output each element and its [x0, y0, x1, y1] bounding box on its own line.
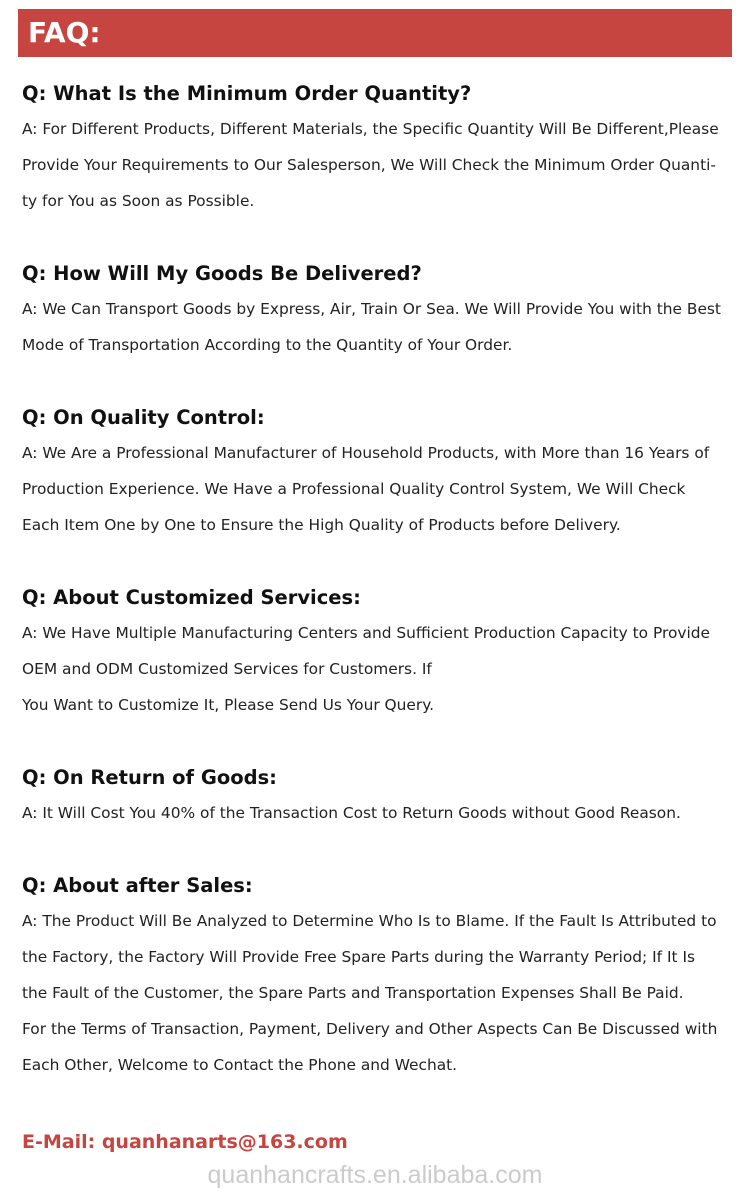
answer-line: For the Terms of Transaction, Payment, Delivery and Other Aspects Can Be Discussed with — [22, 1020, 718, 1038]
faq-question: Q: How Will My Goods Be Delivered? — [22, 262, 422, 285]
faq-item-after-sales — [22, 872, 722, 1083]
faq-item-customized-services — [22, 584, 722, 723]
answer-line: Mode of Transportation According to the Quantity of Your Order. — [22, 336, 513, 354]
faq-title: FAQ: — [28, 16, 101, 49]
answer-line: You Want to Customize It, Please Send Us Your Query. — [22, 696, 435, 714]
answer-line: Each Other, Welcome to Contact the Phone and Wechat. — [22, 1056, 458, 1074]
answer-line: A: It Will Cost You 40% of the Transaction Cost to Return Goods without Good Reason. — [22, 804, 681, 822]
faq-answer — [22, 615, 722, 723]
faq-item-return-of-goods — [22, 764, 722, 831]
faq-question: Q: What Is the Minimum Order Quantity? — [22, 82, 472, 105]
answer-line: A: For Different Products, Different Materials, the Specific Quantity Will Be Different,Please — [22, 120, 719, 138]
faq-answer — [22, 795, 722, 831]
faq-answer — [22, 903, 722, 1083]
answer-line: OEM and ODM Customized Services for Customers. If — [22, 660, 432, 678]
faq-item-quality-control — [22, 404, 722, 543]
faq-question: Q: On Quality Control: — [22, 406, 265, 429]
faq-answer — [22, 111, 722, 219]
answer-line: Provide Your Requirements to Our Salesperson, We Will Check the Minimum Order Quanti- — [22, 156, 716, 174]
faq-answer — [22, 291, 722, 363]
answer-line: Production Experience. We Have a Professional Quality Control System, We Will Check — [22, 480, 686, 498]
answer-line: the Factory, the Factory Will Provide Free Spare Parts during the Warranty Period; If It Is — [22, 948, 696, 966]
faq-question: Q: About after Sales: — [22, 874, 253, 897]
faq-question: Q: About Customized Services: — [22, 586, 361, 609]
watermark: quanhancrafts.en.alibaba.com — [207, 1161, 543, 1189]
answer-line: Each Item One by One to Ensure the High Quality of Products before Delivery. — [22, 516, 621, 534]
faq-answer — [22, 435, 722, 543]
answer-line: A: We Can Transport Goods by Express, Air, Train Or Sea. We Will Provide You with the Best — [22, 300, 721, 318]
faq-item-delivery — [22, 260, 722, 363]
answer-line: A: The Product Will Be Analyzed to Determine Who Is to Blame. If the Fault Is Attributed to — [22, 912, 717, 930]
faq-item-minimum-order — [22, 80, 722, 219]
answer-line: A: We Are a Professional Manufacturer of Household Products, with More than 16 Years of — [22, 444, 710, 462]
faq-banner — [18, 9, 732, 57]
answer-line: A: We Have Multiple Manufacturing Centers and Sufficient Production Capacity to Provide — [22, 624, 711, 642]
answer-line: the Fault of the Customer, the Spare Parts and Transportation Expenses Shall Be Paid. — [22, 984, 684, 1002]
contact-email: E-Mail: quanhanarts@163.com — [22, 1131, 348, 1153]
faq-question: Q: On Return of Goods: — [22, 766, 277, 789]
answer-line: ty for You as Soon as Possible. — [22, 192, 255, 210]
